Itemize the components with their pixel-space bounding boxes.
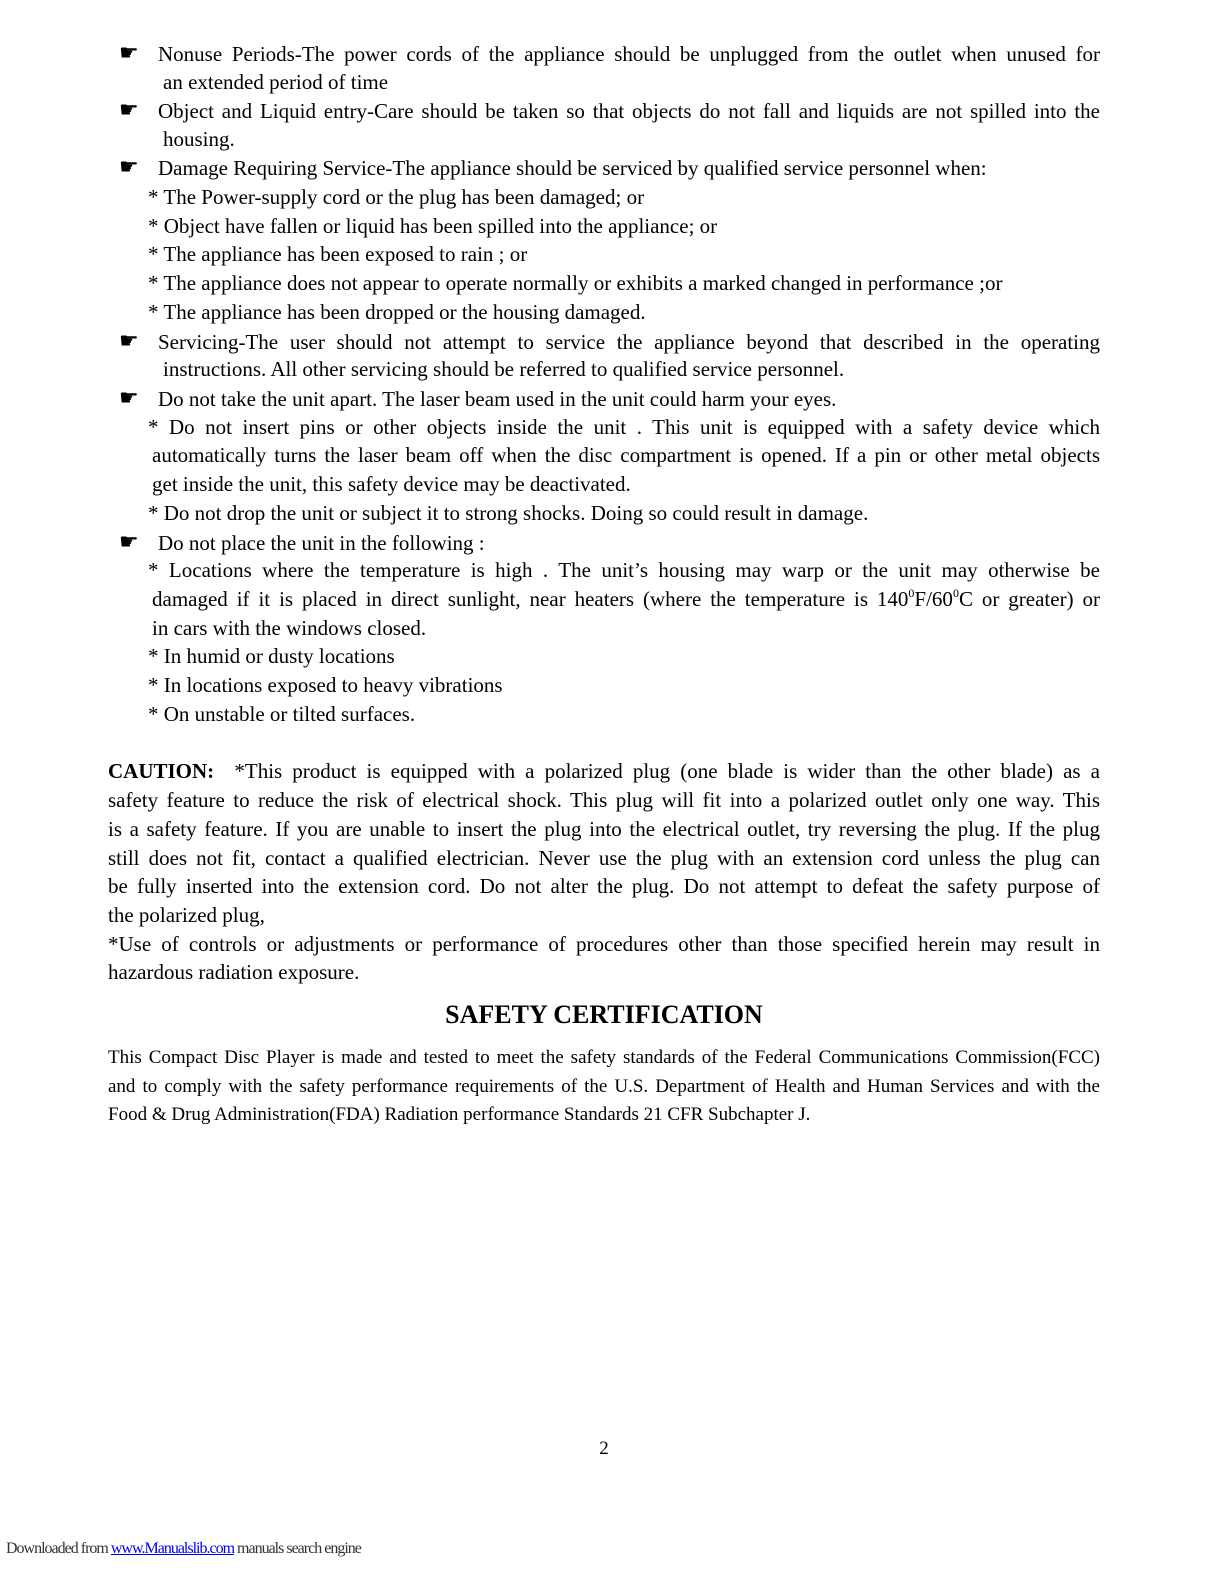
caution-line: is a safety feature. If you are unable to insert the plug into the electrical outlet, try reversing the plug. If the plug — [108, 817, 1100, 841]
caution-line: *Use of controls or adjustments or performance of procedures other than those specified herein may result in — [108, 932, 1100, 956]
caution-label: CAUTION: — [108, 759, 215, 783]
certification-line: Food & Drug Administration(FDA) Radiation performance Standards 21 CFR Subchapter J. — [108, 1104, 811, 1125]
pointing-hand-icon: ☛ — [119, 98, 139, 123]
sub-bullet: * The appliance does not appear to operate normally or exhibits a marked changed in performance ;or — [148, 271, 1003, 295]
sub-bullet: * In locations exposed to heavy vibrations — [148, 673, 503, 697]
sub-bullet-continued: in cars with the windows closed. — [152, 616, 427, 640]
caution-line: CAUTION: *This product is equipped with a polarized plug (one blade is wider than the other blade) as a — [108, 759, 1100, 783]
sub-bullet: * Do not insert pins or other objects inside the unit . This unit is equipped with a safety device which — [148, 415, 1100, 439]
page-number: 2 — [599, 1438, 609, 1459]
item-servicing-line: instructions. All other servicing should be referred to qualified service personnel. — [163, 357, 845, 381]
item-object-line: Object and Liquid entry-Care should be taken so that objects do not fall and liquids are not spilled into the — [158, 99, 1100, 123]
item-nonuse-line: an extended period of time — [163, 70, 389, 94]
pointing-hand-icon: ☛ — [119, 386, 139, 411]
sub-bullet: * Do not drop the unit or subject it to strong shocks. Doing so could result in damage. — [148, 501, 869, 525]
sub-bullet-continued: get inside the unit, this safety device may be deactivated. — [152, 472, 631, 496]
item-apart-line: Do not take the unit apart. The laser beam used in the unit could harm your eyes. — [158, 387, 837, 411]
sub-bullet: * The Power-supply cord or the plug has been damaged; or — [148, 185, 645, 209]
caution-line: be fully inserted into the extension cord. Do not alter the plug. Do not attempt to defeat the safety purpose of — [108, 874, 1100, 898]
item-nonuse-line: Nonuse Periods-The power cords of the appliance should be unplugged from the outlet when unused for — [158, 42, 1100, 66]
pointing-hand-icon: ☛ — [119, 329, 139, 354]
pointing-hand-icon: ☛ — [119, 41, 139, 66]
sub-bullet-continued: automatically turns the laser beam off when the disc compartment is opened. If a pin or other metal objects — [152, 443, 1100, 467]
item-damage-line: Damage Requiring Service-The appliance should be serviced by qualified service personnel when: — [158, 156, 987, 180]
caution-line: the polarized plug, — [108, 903, 265, 927]
sub-bullet: * The appliance has been exposed to rain ; or — [148, 242, 528, 266]
manualslib-link[interactable]: www.Manualslib.com — [110, 1540, 235, 1557]
sub-bullet: * Locations where the temperature is high . The unit’s housing may warp or the unit may otherwise be — [148, 558, 1100, 582]
sub-bullet: * In humid or dusty locations — [148, 644, 395, 668]
section-title: SAFETY CERTIFICATION — [445, 1000, 763, 1029]
item-object-line: housing. — [163, 127, 235, 151]
sub-bullet: * The appliance has been dropped or the housing damaged. — [148, 300, 646, 324]
download-footer: Downloaded from www.Manualslib.com manuals search engine — [6, 1540, 361, 1557]
caution-line: hazardous radiation exposure. — [108, 960, 360, 984]
certification-line: This Compact Disc Player is made and tested to meet the safety standards of the Federal Communications Commission(FCC) — [108, 1047, 1100, 1068]
item-servicing-line: Servicing-The user should not attempt to service the appliance beyond that described in the operating — [158, 330, 1100, 354]
pointing-hand-icon: ☛ — [119, 530, 139, 555]
item-place-line: Do not place the unit in the following : — [158, 531, 485, 555]
sub-bullet: * Object have fallen or liquid has been spilled into the appliance; or — [148, 214, 718, 238]
caution-line: safety feature to reduce the risk of electrical shock. This plug will fit into a polarized outlet only one way. This — [108, 788, 1100, 812]
certification-line: and to comply with the safety performance requirements of the U.S. Department of Health and Human Services and with the — [108, 1076, 1100, 1097]
sub-bullet: * On unstable or tilted surfaces. — [148, 702, 416, 726]
sub-bullet-continued: damaged if it is placed in direct sunlight, near heaters (where the temperature is $140^0F/60^0C$ or greater) or — [152, 586, 1100, 611]
caution-line: still does not fit, contact a qualified electrician. Never use the plug with an extension cord unless the plug can — [108, 846, 1100, 870]
pointing-hand-icon: ☛ — [119, 155, 139, 180]
